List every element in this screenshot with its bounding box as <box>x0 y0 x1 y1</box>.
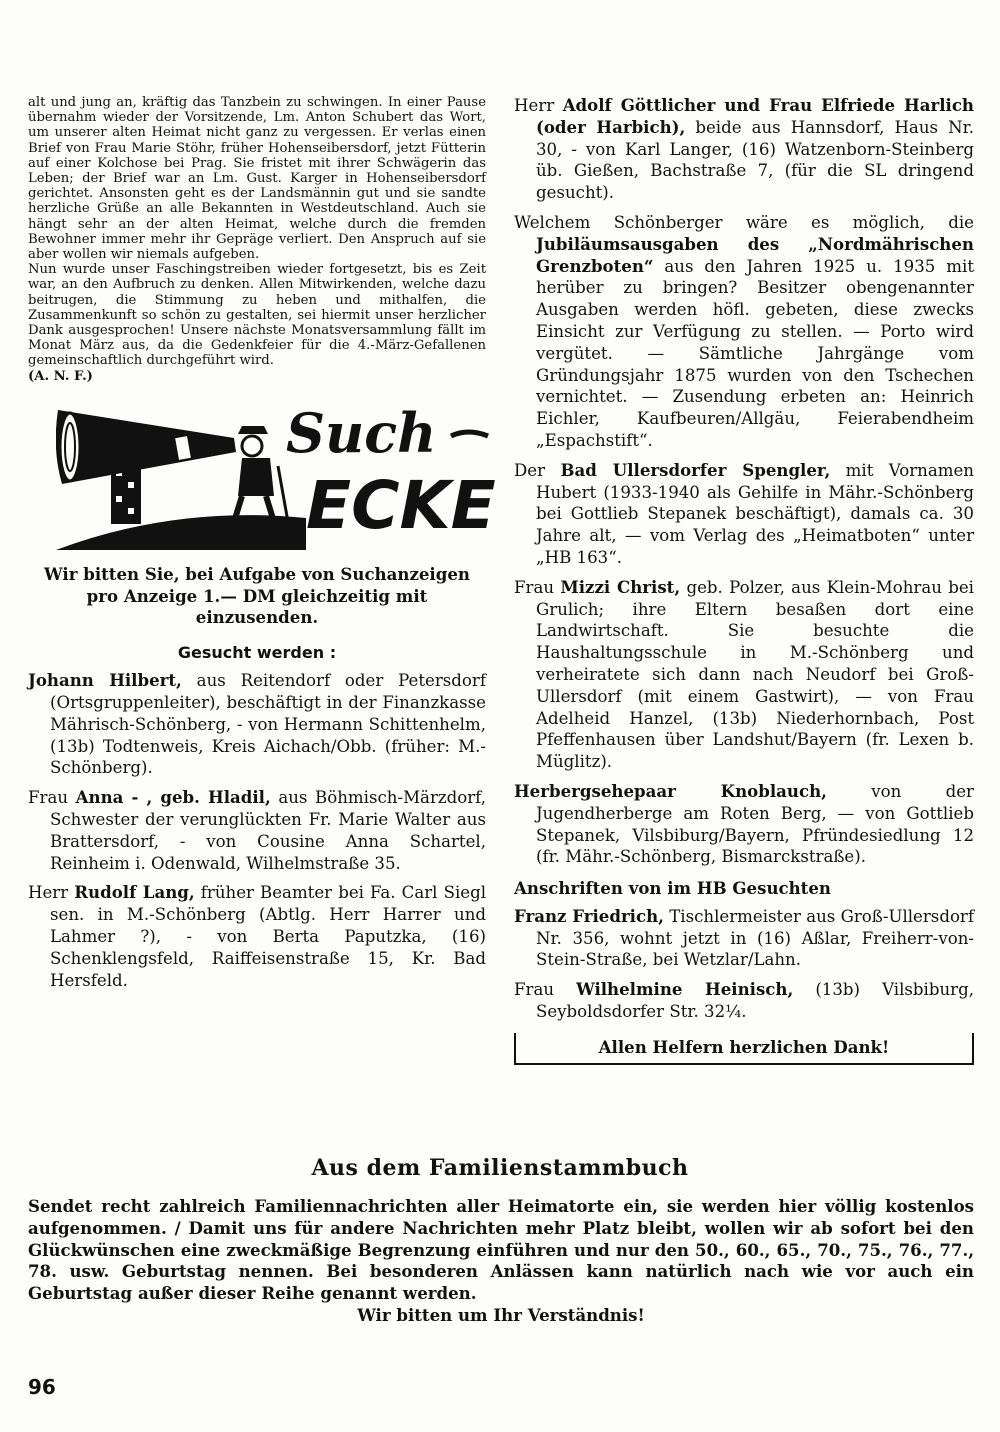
entry-name: Bad Ullersdorfer Spengler, <box>560 459 831 480</box>
intro-text <box>28 95 486 384</box>
intro-paragraph: Nun wurde unser Faschingstreiben wieder fortgesetzt, bis es Zeit war, an den Aufbruch zu denken. Allen Mitwirkenden, welche dazu beitrugen, die Stimmung zu heben und mithalfen, die Zusammenkunft so schön zu gestalten, sei hiermit unser herzlicher Dank ausgesprochen! Unsere nächste Monatsversammlung fällt im Monat März aus, da die Gedenkfeier für die 4.-März-Gefallenen gemeinschaftlich durchgeführt wird. <box>28 262 486 369</box>
search-entry: Welchem Schönberger wäre es möglich, die Jubiläumsausgaben des „Nordmährischen Grenzboten“ aus den Jahren 1925 u. 1935 mit herüber zu bringen? Besitzer obengenannter Ausgaben werden höfl. gebeten, diese zwecks Einsicht zur Verfügung zu stellen. — Porto wird vergütet. — Sämtliche Jahrgänge vom Gründungsjahr 1875 wurden von den Tschechen vernichtet. — Zusendung erbeten an: Heinrich Eichler, Kaufbeuren/Allgäu, Feierabendheim „Espachstift“. <box>514 212 974 450</box>
entry-name: Johann Hilbert, <box>28 670 182 691</box>
left-entry-list <box>28 670 486 991</box>
entry-name: Jubiläumsausgaben des „Nordmährischen Grenzboten“ <box>536 233 974 276</box>
page-number: 96 <box>28 1375 56 1399</box>
gesucht-heading: Gesucht werden : <box>177 643 337 663</box>
thanks-box: Allen Helfern herzlichen Dank! <box>514 1033 974 1065</box>
entry-name: Adolf Göttlicher und Frau Elfriede Harlich (oder Harbich), <box>536 95 974 137</box>
logo-block-text: ECKE <box>306 466 496 544</box>
intro-paragraph: alt und jung an, kräftig das Tanzbein zu schwingen. In einer Pause übernahm wieder der Vorsitzende, Lm. Anton Schubert das Wort, um unserer alten Heimat nicht ganz zu vergessen. Er verlas einen Brief von Frau Marie Stöhr, früher Hohenseibersdorf, jetzt Fütterin auf einer Kolchose bei Prag. Sie fristet mit ihrer Schwägerin das Leben; der Brief war an Lm. Gust. Karger in Hohenseibersdorf gerichtet. Ansonsten geht es der Landsmännin gut und sie sandte herzliche Grüße an alle Bekannten in Westdeutschland. Auch sie hängt sehr an der alten Heimat, welche durch die fremden Bewohner immer mehr ihr Gepräge verliert. Den Anspruch auf sie aber wollen wir niemals aufgeben. <box>28 95 486 263</box>
intro-signature: (A. N. F.) <box>28 368 93 384</box>
left-column <box>28 95 496 999</box>
familien-body: Sendet recht zahlreich Familiennachrichten aller Heimatorte ein, sie werden hier völlig kostenlos aufgenommen. / Damit uns für andere Nachrichten mehr Platz bleibt, wollen wir ab sofort bei den Glückwünschen eine zweckmäßige Begrenzung einführen und nur den 50., 60., 65., 70., 75., 76., 77., 78. usw. Geburtstag nennen. Bei besonderen Anlässen kann natürlich nach wie vor auch ein Geburtstag außer dieser Reihe genannt werden. <box>28 1196 974 1304</box>
familien-closing: Wir bitten um Ihr Verständnis! <box>357 1304 645 1325</box>
anschriften-heading: Anschriften von im HB Gesuchten <box>514 878 831 899</box>
search-notice: Wir bitten Sie, bei Aufgabe von Suchanzeigen pro Anzeige 1.— DM gleichzeitig mit einzusenden. <box>44 563 470 628</box>
entry-name: Franz Friedrich, <box>514 905 664 926</box>
entry-name: Anna - , geb. Hladil, <box>75 787 271 808</box>
familien-title: Aus dem Familienstammbuch <box>311 1155 689 1181</box>
search-entry: Herr Rudolf Lang, früher Beamter bei Fa. Carl Siegl sen. in M.-Schönberg (Abtlg. Herr Harrer und Lahmer ?), - von Berta Paputzka, (16) Schenklengsfeld, Raiffeisenstraße 15, Kr. Bad Hersfeld. <box>28 882 487 990</box>
search-entry: Frau Mizzi Christ, geb. Polzer, aus Klein-Mohrau bei Grulich; ihre Eltern besaßen dort eine Landwirtschaft. Sie besuchte die Haushaltungsschule in M.-Schönberg und verheiratete sich dann nach Neudorf bei Groß-Ullersdorf (mit einem Gastwirt), — von Frau Adelheid Hanzel, (13b) Niederhornbach, Post Pfeffenhausen über Landshut/Bayern (fr. Lexen b. Müglitz). <box>514 576 974 772</box>
right-column <box>514 95 974 1065</box>
familien-text <box>28 1196 974 1327</box>
search-entry: Frau Anna - , geb. Hladil, aus Böhmisch-Märzdorf, Schwester der verunglückten Fr. Marie Walter aus Brattersdorf, - von Cousine Anna Schartel, Reinheim i. Odenwald, Wilhelmstraße 35. <box>28 787 486 873</box>
entry-name: Herbergsehepaar Knoblauch, <box>514 780 827 801</box>
entry-name: Wilhelmine Heinisch, <box>576 979 794 1000</box>
entry-name: Rudolf Lang, <box>74 882 195 903</box>
entry-name: Mizzi Christ, <box>560 576 681 597</box>
such-ecke-logo <box>56 400 496 550</box>
search-entry: Johann Hilbert, aus Reitendorf oder Petersdorf (Ortsgruppenleiter), beschäftigt in der Finanzkasse Mährisch-Schönberg, - von Hermann Schittenhelm, (13b) Todtenweis, Kreis Aichach/Obb. (früher: M.-Schönberg). <box>28 670 486 778</box>
logo-script-text: Such <box>286 400 437 465</box>
search-entry: Der Bad Ullersdorfer Spengler, mit Vornamen Hubert (1933-1940 als Gehilfe in Mähr.-Schönberg bei Gottlieb Stepanek beschäftigt), damals ca. 30 Jahre alt, — vom Verlag des „Heimatboten“ unter „HB 163“. <box>514 459 974 567</box>
address-entry: Frau Wilhelmine Heinisch, (13b) Vilsbiburg, Seyboldsdorfer Str. 32¼. <box>514 979 974 1022</box>
search-entry: Herbergsehepaar Knoblauch, von der Jugendherberge am Roten Berg, — von Gottlieb Stepanek, Vilsbiburg/Bayern, Pfründesiedlung 12 (fr. Mähr.-Schönberg, Bismarckstraße). <box>514 780 974 867</box>
search-entry: Herr Adolf Göttlicher und Frau Elfriede Harlich (oder Harbich), beide aus Hannsdorf, Haus Nr. 30, - von Karl Langer, (16) Watzenborn-Steinberg üb. Gießen, Bachstraße 7, (für die SL dringend gesucht). <box>514 95 974 203</box>
address-entry: Franz Friedrich, Tischlermeister aus Groß-Ullersdorf Nr. 356, wohnt jetzt in (16) Aßlar, Freiherr-von-Stein-Straße, bei Wetzlar/Lahn. <box>514 905 975 970</box>
